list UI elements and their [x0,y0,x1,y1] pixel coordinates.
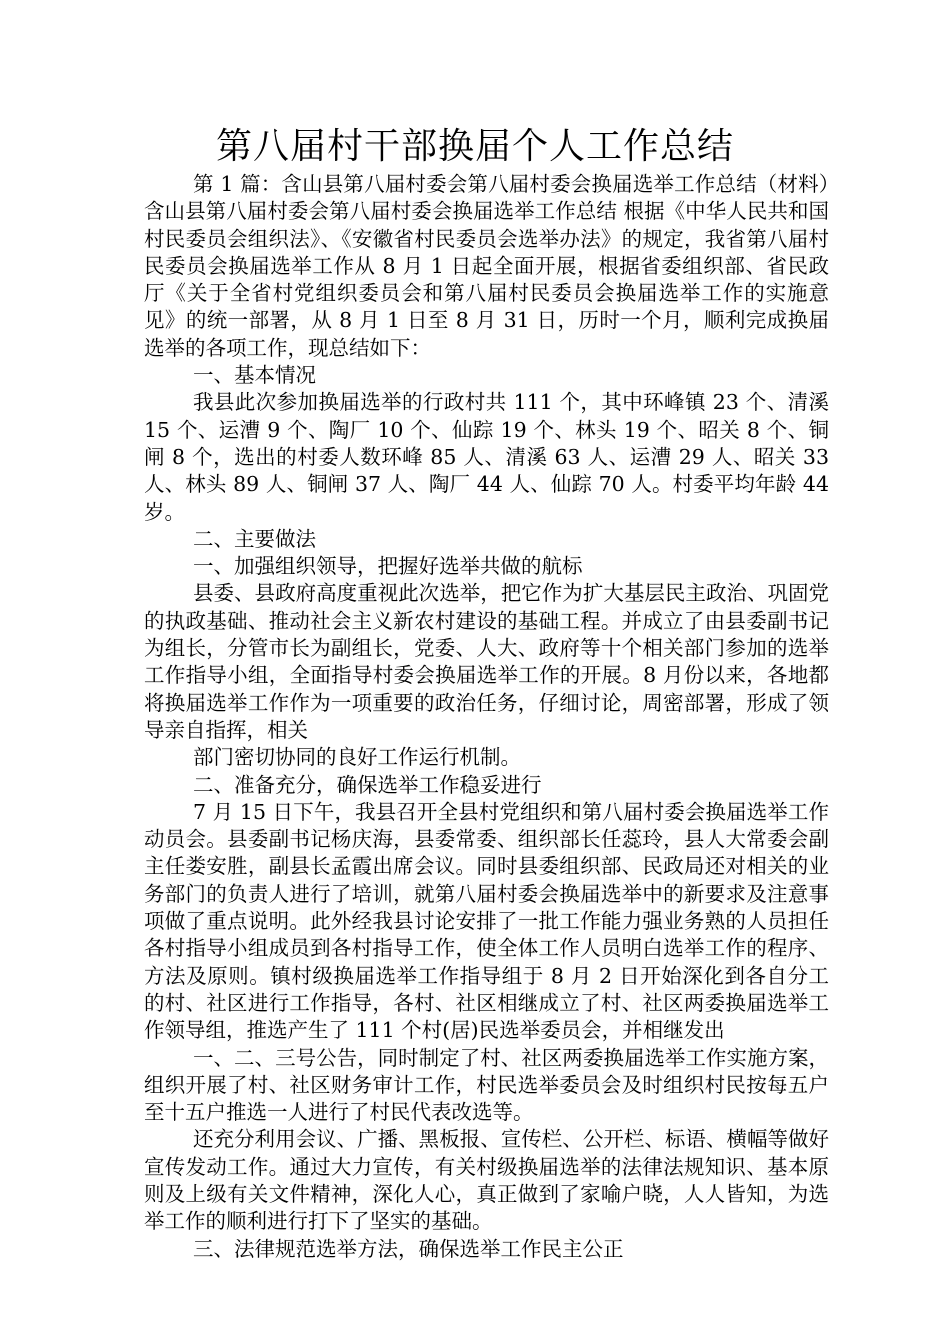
paragraph-intro: 第 1 篇：含山县第八届村委会第八届村委会换届选举工作总结（材料）含山县第八届村委会第八届村委会换届选举工作总结 根据《中华人民共和国村民委员会组织法》、《安徽省村民委员会选举办法》的规定，我省第八届村民委员会换届选举工作从 8 月 1 日起全面开展，根据省委组织部、省民政厅《关于全省村党组织委员会和第八届村民委员会换届选举工作的实施意见》的统一部署，从 8 月 1 日至 8 月 31 日，历时一个月，顺利完成换届选举的各项工作，现总结如下： [144,172,829,360]
paragraph-organization-leadership: 县委、县政府高度重视此次选举，把它作为扩大基层民主政治、巩固党的执政基础、推动社会主义新农村建设的基础工程。并成立了由县委副书记为组长，分管市长为副组长，党委、人大、政府等十个相关部门参加的选举工作指导小组，全面指导村委会换届选举工作的开展。8 月份以来，各地都将换届选举工作作为一项重要的政治任务，仔细讨论，周密部署，形成了领导亲自指挥，相关 [144,581,829,742]
heading-legal-methods: 三、法律规范选举方法，确保选举工作民主公正 [193,1236,624,1261]
paragraph-coordination: 部门密切协同的良好工作运行机制。 [193,745,521,770]
heading-organization-leadership: 一、加强组织领导，把握好选举共做的航标 [193,554,583,579]
paragraph-announcements: 一、二、三号公告，同时制定了村、社区两委换届选举工作实施方案，组织开展了村、社区财务审计工作，村民选举委员会及时组织村民按每五户至十五户推选一人进行了村民代表改选等。 [144,1045,829,1125]
document-body [144,171,829,1263]
heading-main-practices: 二、主要做法 [193,526,316,551]
heading-preparation: 二、准备充分，确保选举工作稳妥进行 [193,772,542,797]
paragraph-publicity: 还充分利用会议、广播、黑板报、宣传栏、公开栏、标语、横幅等做好宣传发动工作。通过大力宣传，有关村级换届选举的法律法规知识、基本原则及上级有关文件精神，深化人心，真正做到了家喻户晓，人人皆知，为选举工作的顺利进行打下了坚实的基础。 [144,1127,829,1234]
paragraph-preparation: 7 月 15 日下午，我县召开全县村党组织和第八届村委会换届选举工作动员会。县委副书记杨庆海，县委常委、组织部长任蕊玲，县人大常委会副主任娄安胜，副县长孟霞出席会议。同时县委组织部、民政局还对相关的业务部门的负责人进行了培训，就第八届村委会换届选举中的新要求及注意事项做了重点说明。此外经我县讨论安排了一批工作能力强业务熟的人员担任各村指导小组成员到各村指导工作，使全体工作人员明白选举工作的程序、方法及原则。镇村级换届选举工作指导组于 8 月 2 日开始深化到各自分工的村、社区进行工作指导，各村、社区相继成立了村、社区两委换届选举工作领导组，推选产生了 111 个村(居)民选举委员会，并相继发出 [144,799,829,1043]
heading-basic-situation: 一、基本情况 [193,363,316,388]
document-title: 第八届村干部换届个人工作总结 [215,126,734,167]
paragraph-basic-situation: 我县此次参加换届选举的行政村共 111 个，其中环峰镇 23 个、清溪 15 个、运漕 9 个、陶厂 10 个、仙踪 19 个、林头 19 个、昭关 8 个、铜闸 8 个，选出的村委人数环峰 85 人、清溪 63 人、运漕 29 人、昭关 33 人、林头 89 人、铜闸 37 人、陶厂 44 人、仙踪 70 人。村委平均年龄 44 岁。 [144,390,829,524]
